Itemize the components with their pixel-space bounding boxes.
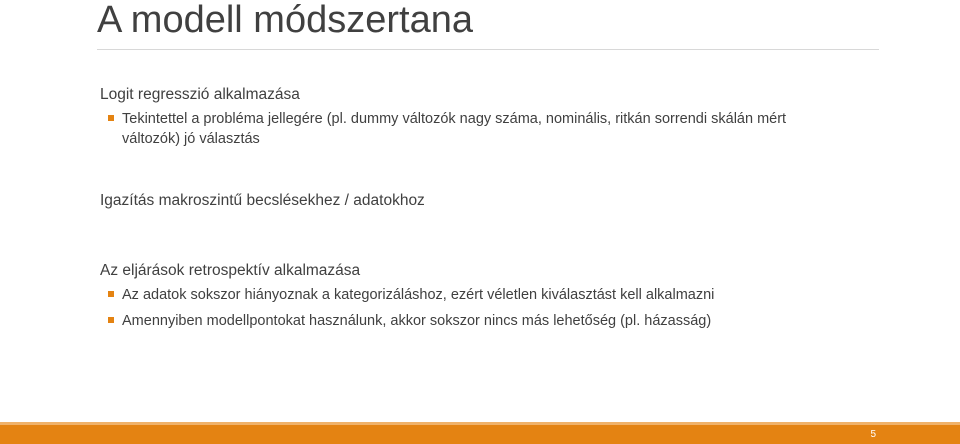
bullet-square-icon (108, 291, 114, 297)
bullet-text-line1: Tekintettel a probléma jellegére (pl. dummy változók nagy száma, nominális, ritkán sorrendi skálán mért (122, 111, 787, 127)
section-heading-retrospektiv: Az eljárások retrospektív alkalmazása (100, 262, 361, 279)
title-divider (97, 49, 879, 50)
bullet-square-icon (108, 317, 114, 323)
footer-bar (0, 425, 960, 444)
bullet-text-modellpontok: Amennyiben modellpontokat használunk, akkor sokszor nincs más lehetőség (pl. házasság) (122, 313, 712, 329)
bullet-square-icon (108, 115, 114, 121)
bullet-text-adatok: Az adatok sokszor hiányoznak a kategorizáláshoz, ezért véletlen kiválasztást kell alkalmazni (122, 287, 715, 303)
bullet-text-line2: változók) jó választás (122, 131, 260, 147)
slide-number: 5 (870, 429, 876, 440)
section-heading-logit: Logit regresszió alkalmazása (100, 86, 300, 103)
section-heading-igazitas: Igazítás makroszintű becslésekhez / adatokhoz (100, 192, 425, 209)
slide-title: A modell módszertana (97, 0, 473, 41)
